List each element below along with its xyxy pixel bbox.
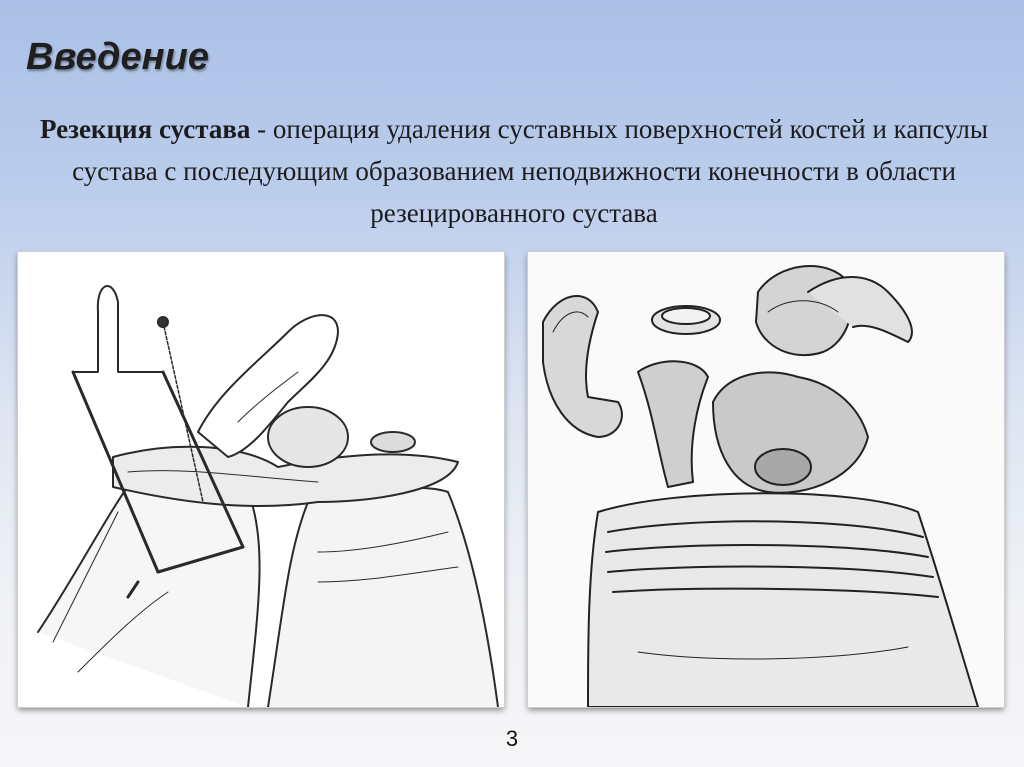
resected-joint-illustration (528, 252, 1004, 707)
resected-joint-fragments-drawing (528, 252, 1004, 707)
definition-text: - операция удаления суставных поверхностей костей и капсулы сустава с последующим образованием неподвижности конечности в области резецированного сустава (72, 114, 989, 228)
slide-title: Введение (26, 36, 209, 78)
definition-paragraph (30, 108, 998, 234)
definition-term: Резекция сустава (39, 114, 251, 144)
saw-resection-illustration (18, 252, 504, 707)
page-number: 3 (505, 726, 519, 751)
saw-resection-drawing (18, 252, 504, 707)
